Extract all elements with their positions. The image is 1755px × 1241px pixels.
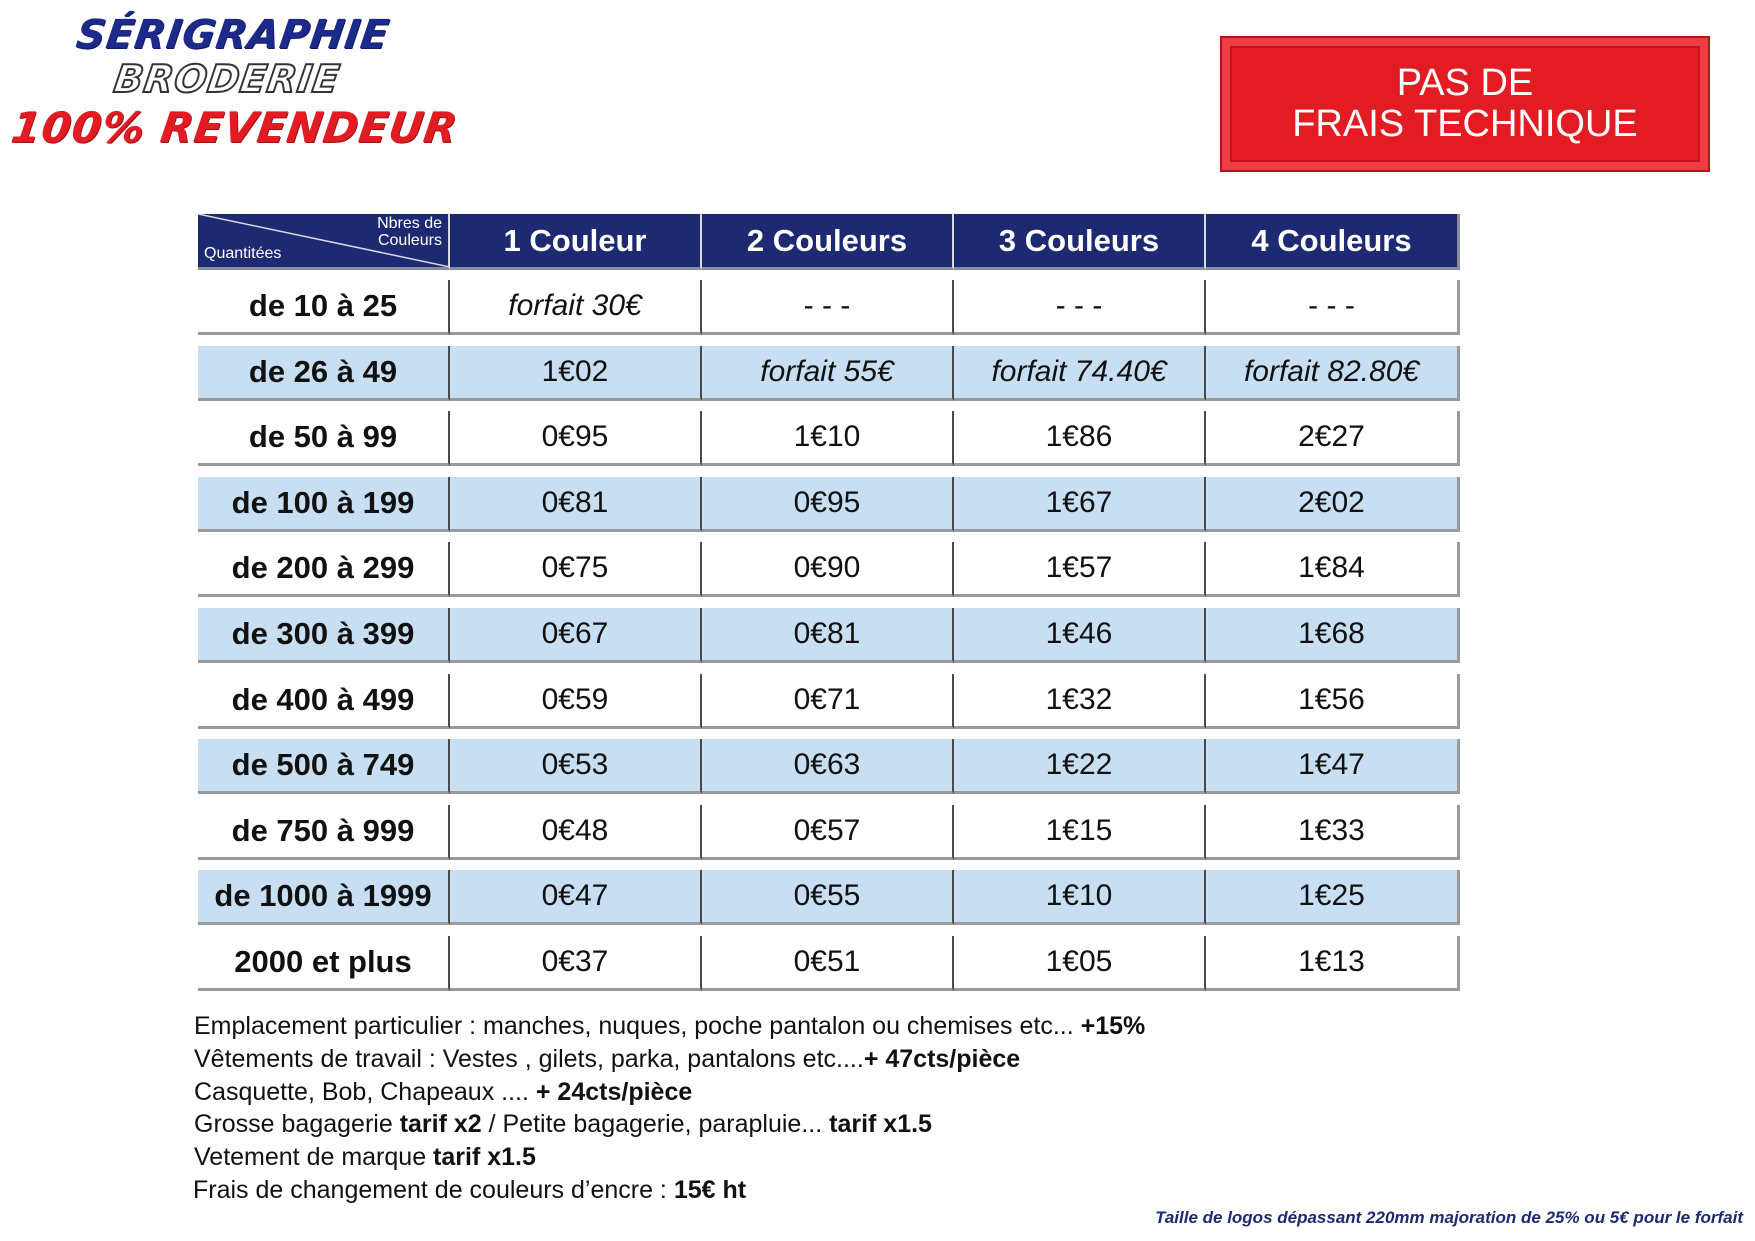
logo-broderie: BRODERIE (111, 57, 343, 101)
price-cell: 1€47 (1206, 739, 1460, 794)
table-row (198, 805, 1460, 860)
qty-cell: de 10 à 25 (198, 280, 450, 335)
price-cell: 1€67 (954, 477, 1206, 532)
note-line (193, 1174, 1145, 1207)
table-row (198, 674, 1460, 729)
qty-cell: de 1000 à 1999 (198, 870, 450, 925)
price-cell: - - - (954, 280, 1206, 335)
note-bold: 15€ ht (673, 1175, 747, 1204)
price-cell: - - - (702, 280, 954, 335)
note-bold: tarif x1.5 (433, 1143, 536, 1172)
badge-line-1: PAS DE (1396, 61, 1534, 104)
qty-cell: de 400 à 499 (198, 674, 450, 729)
qty-cell: de 50 à 99 (198, 411, 450, 466)
price-cell: 0€75 (450, 542, 702, 597)
price-cell: 0€53 (450, 739, 702, 794)
note-text: Frais de changement de couleurs d’encre : (193, 1175, 674, 1204)
price-cell: 1€86 (954, 411, 1206, 466)
qty-cell: de 200 à 299 (198, 542, 450, 597)
header-4-couleurs: 4 Couleurs (1206, 214, 1460, 270)
header-2-couleurs: 2 Couleurs (702, 214, 954, 270)
price-cell: 0€67 (450, 608, 702, 663)
price-cell: 1€84 (1206, 542, 1460, 597)
note-line (194, 1108, 1145, 1141)
note-bold: + 47cts/pièce (863, 1044, 1021, 1073)
corner-colors-label (377, 216, 442, 250)
price-cell: - - - (1206, 280, 1460, 335)
note-bold: tarif x2 (399, 1110, 482, 1139)
table-row (198, 542, 1460, 597)
note-text: Emplacement particulier : manches, nuques, poche pantalon ou chemises etc... (194, 1012, 1081, 1040)
price-cell: 0€55 (702, 870, 954, 925)
price-cell: forfait 55€ (702, 346, 954, 401)
price-table (198, 214, 1460, 1002)
price-cell: 1€56 (1206, 674, 1460, 729)
table-corner-cell (198, 214, 450, 270)
price-cell: 1€02 (450, 346, 702, 401)
note-bold: +15% (1080, 1012, 1146, 1040)
note-line (194, 1076, 1145, 1109)
price-cell: 2€02 (1206, 477, 1460, 532)
price-cell: 1€10 (954, 870, 1206, 925)
price-cell: 1€33 (1206, 805, 1460, 860)
note-line (194, 1010, 1145, 1043)
note-text: / Petite bagagerie, parapluie... (481, 1110, 830, 1139)
note-text: Vêtements de travail : Vestes , gilets, parka, pantalons etc.... (194, 1044, 864, 1073)
qty-cell: de 100 à 199 (198, 477, 450, 532)
qty-cell: de 26 à 49 (198, 346, 450, 401)
table-header-row (198, 214, 1460, 270)
table-row (198, 477, 1460, 532)
qty-cell: 2000 et plus (198, 936, 450, 991)
price-cell: 0€63 (702, 739, 954, 794)
price-cell: forfait 82.80€ (1206, 346, 1460, 401)
price-cell: 0€37 (450, 936, 702, 991)
table-row (198, 411, 1460, 466)
no-technical-fees-badge (1220, 36, 1710, 172)
price-cell: 0€47 (450, 870, 702, 925)
price-cell: 1€13 (1206, 936, 1460, 991)
header-3-couleurs: 3 Couleurs (954, 214, 1206, 270)
table-row (198, 739, 1460, 794)
price-cell: 0€57 (702, 805, 954, 860)
note-text: Grosse bagagerie (194, 1110, 400, 1139)
price-cell: 1€68 (1206, 608, 1460, 663)
price-cell: 1€46 (954, 608, 1206, 663)
price-cell: 1€05 (954, 936, 1206, 991)
corner-colors-text: Nbres de Couleurs (377, 215, 442, 249)
note-text: Vetement de marque (194, 1143, 434, 1172)
price-cell: 0€90 (702, 542, 954, 597)
price-cell: 0€51 (702, 936, 954, 991)
qty-cell: de 500 à 749 (198, 739, 450, 794)
table-row (198, 870, 1460, 925)
price-cell: 1€15 (954, 805, 1206, 860)
note-bold: + 24cts/pièce (535, 1077, 693, 1106)
price-cell: forfait 74.40€ (954, 346, 1206, 401)
price-cell: 0€95 (702, 477, 954, 532)
qty-cell: de 300 à 399 (198, 608, 450, 663)
header-1-couleur: 1 Couleur (450, 214, 702, 270)
note-text: Casquette, Bob, Chapeaux .... (194, 1077, 536, 1106)
price-cell: 1€25 (1206, 870, 1460, 925)
table-row (198, 936, 1460, 991)
price-cell: 0€48 (450, 805, 702, 860)
qty-cell: de 750 à 999 (198, 805, 450, 860)
corner-quantities-label: Quantitées (204, 245, 282, 262)
price-cell: forfait 30€ (450, 280, 702, 335)
price-cell: 1€32 (954, 674, 1206, 729)
logo-serigraphie: SÉRIGRAPHIE (73, 12, 393, 58)
table-row (198, 346, 1460, 401)
logo-size-surcharge-note: Taille de logos dépassant 220mm majoration de 25% ou 5€ pour le forfait (1155, 1208, 1743, 1227)
table-row (198, 280, 1460, 335)
price-cell: 0€95 (450, 411, 702, 466)
brand-logo (8, 14, 497, 150)
table-row (198, 608, 1460, 663)
price-cell: 1€10 (702, 411, 954, 466)
logo-revendeur: 100% REVENDEUR (8, 102, 461, 152)
note-line (194, 1043, 1145, 1076)
price-cell: 0€59 (450, 674, 702, 729)
note-line (194, 1141, 1145, 1174)
note-bold: tarif x1.5 (829, 1110, 932, 1139)
pricing-notes (194, 1010, 1145, 1207)
price-cell: 2€27 (1206, 411, 1460, 466)
price-cell: 1€57 (954, 542, 1206, 597)
price-cell: 0€81 (702, 608, 954, 663)
badge-line-2: FRAIS TECHNIQUE (1292, 103, 1638, 145)
price-cell: 0€81 (450, 477, 702, 532)
price-cell: 1€22 (954, 739, 1206, 794)
price-cell: 0€71 (702, 674, 954, 729)
